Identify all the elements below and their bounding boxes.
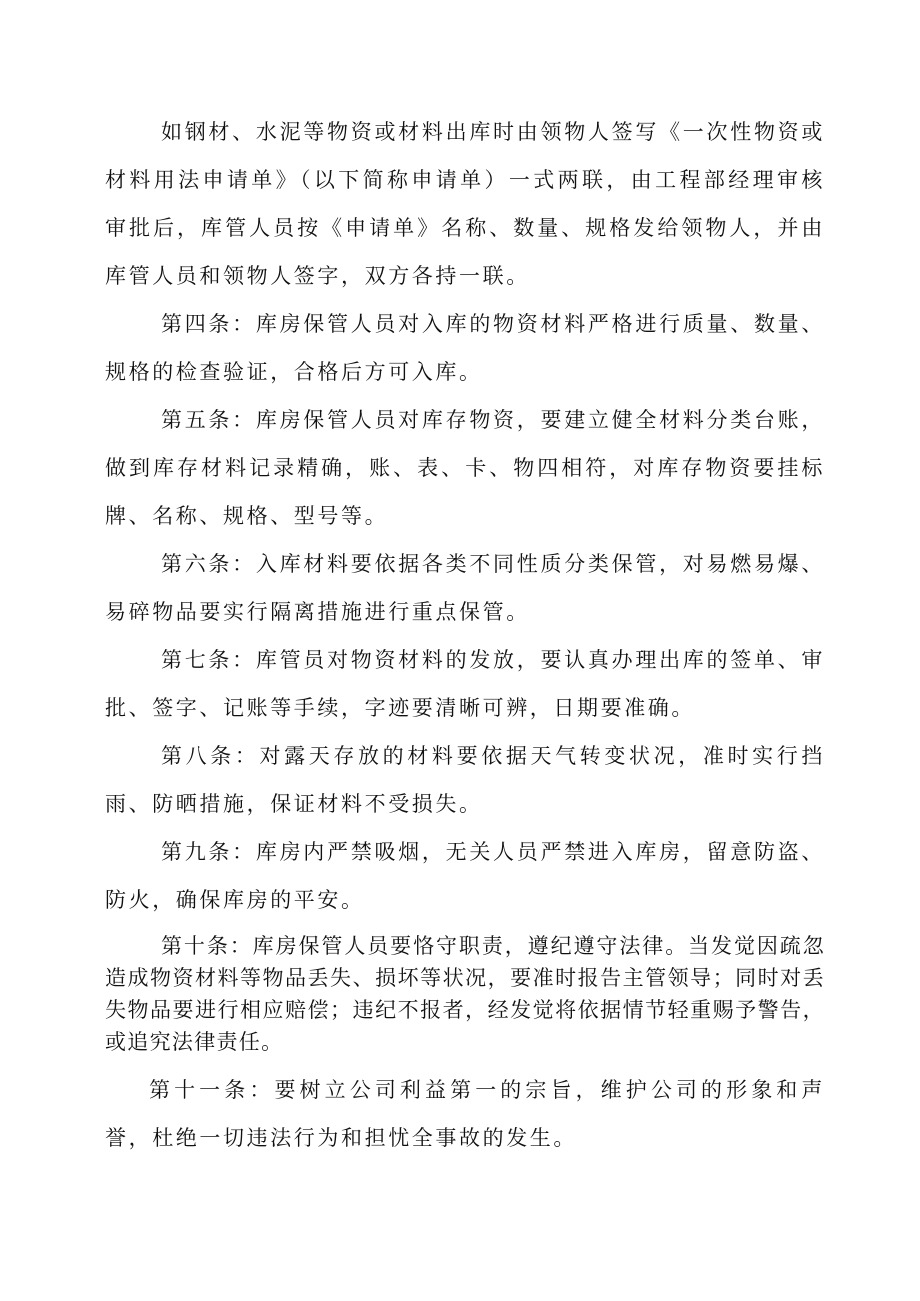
paragraph-article-7: 第七条：库管员对物资材料的发放，要认真办理出库的签单、审批、签字、记账等手续，字迹要清晰可辨，日期要准确。: [105, 648, 825, 720]
paragraph-article-6: 第六条：入库材料要依据各类不同性质分类保管，对易燃易爆、易碎物品要实行隔离措施进行重点保管。: [105, 552, 825, 624]
paragraph-article-10: 第十条：库房保管人员要恪守职责，遵纪遵守法律。当发觉因疏忽造成物资材料等物品丢失、损坏等状况，要准时报告主管领导；同时对丢失物品要进行相应赔偿；违纪不报者，经发觉将依据情节轻重赐予警告，或追究法律责任。: [105, 934, 825, 1054]
paragraph-material-requisition: 如钢材、水泥等物资或材料出库时由领物人签写《一次性物资或材料用法申请单》（以下简称申请单）一式两联，由工程部经理审核审批后，库管人员按《申请单》名称、数量、规格发给领物人，并由库管人员和领物人签字，双方各持一联。: [105, 120, 825, 288]
paragraph-article-4: 第四条：库房保管人员对入库的物资材料严格进行质量、数量、规格的检查验证，合格后方可入库。: [105, 312, 825, 384]
paragraph-article-11: 第十一条：要树立公司利益第一的宗旨，维护公司的形象和声誉，杜绝一切违法行为和担忧全事故的发生。: [105, 1078, 825, 1150]
paragraph-article-8: 第八条：对露天存放的材料要依据天气转变状况，准时实行挡雨、防晒措施，保证材料不受损失。: [105, 744, 825, 816]
paragraph-article-5: 第五条：库房保管人员对库存物资，要建立健全材料分类台账，做到库存材料记录精确，账、表、卡、物四相符，对库存物资要挂标牌、名称、规格、型号等。: [105, 408, 825, 528]
paragraph-article-9: 第九条：库房内严禁吸烟，无关人员严禁进入库房，留意防盗、防火，确保库房的平安。: [105, 840, 825, 912]
